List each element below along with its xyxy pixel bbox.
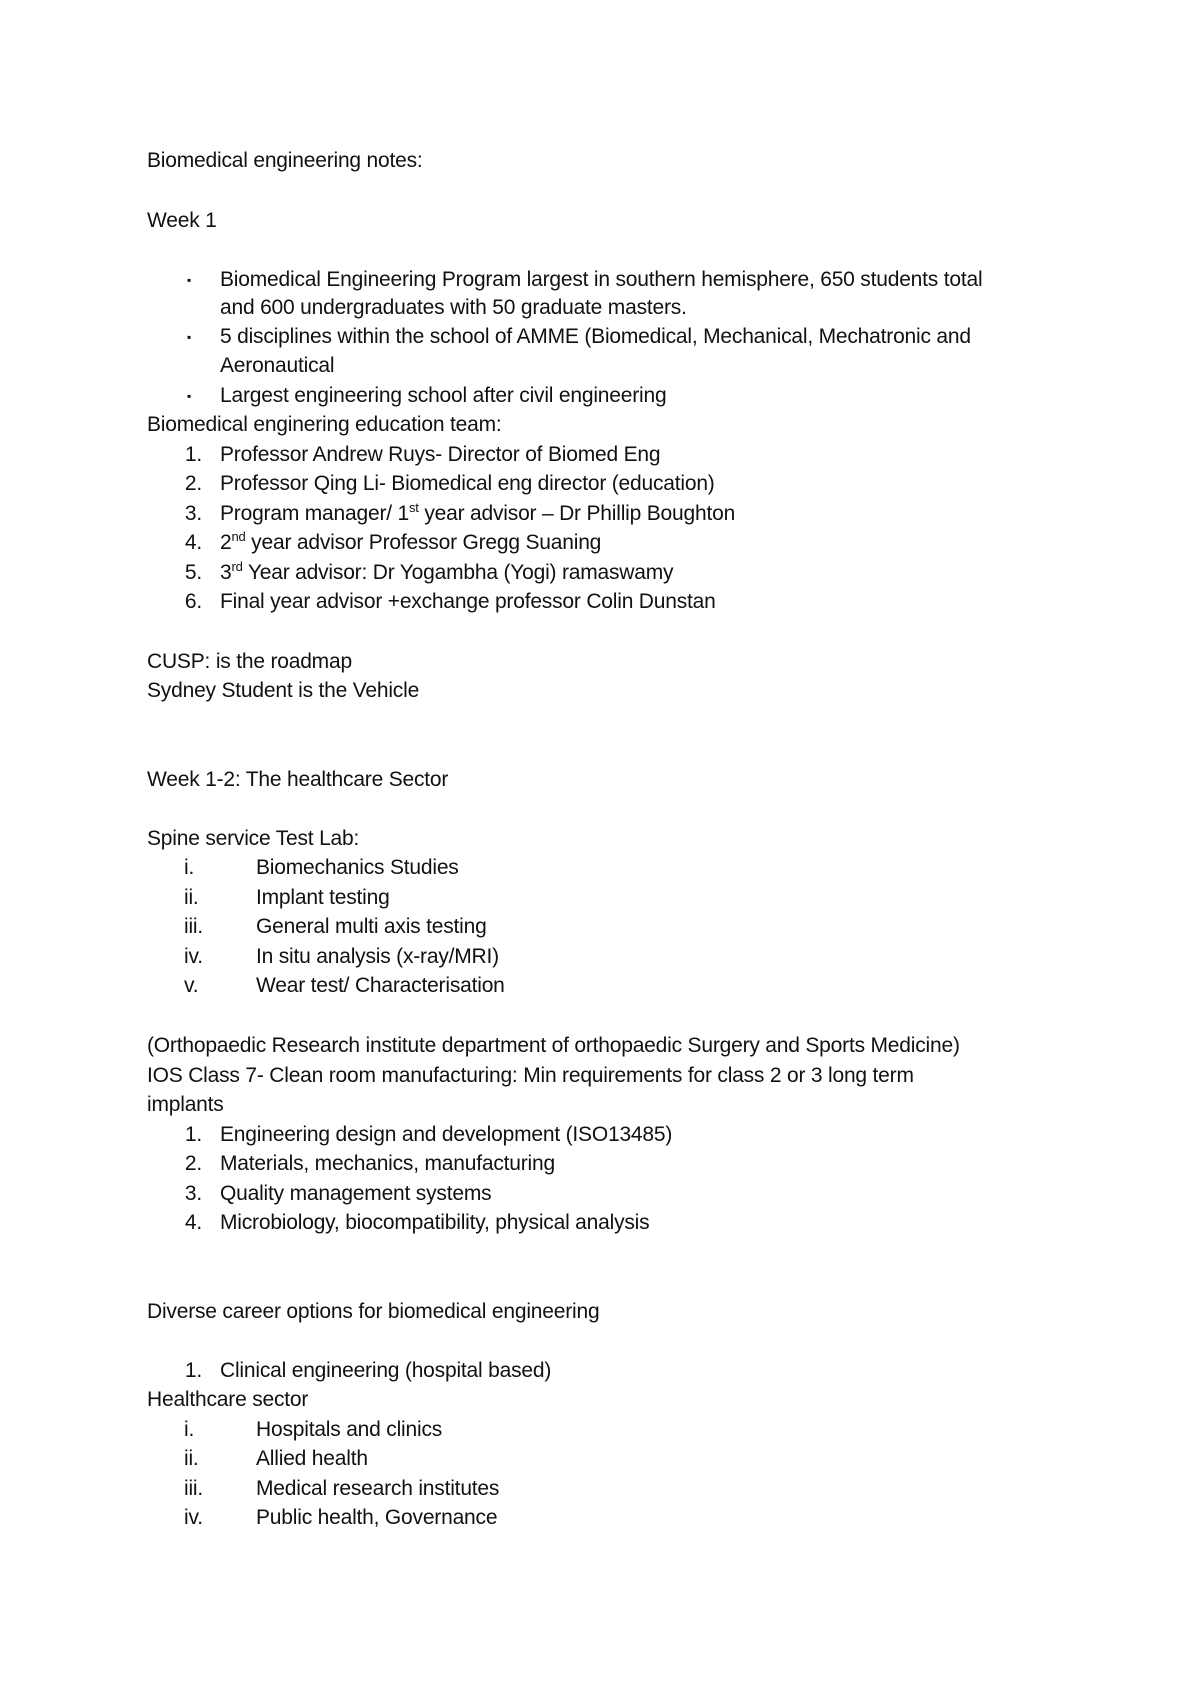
list-item: In situ analysis (x-ray/MRI) (256, 945, 499, 968)
list-item: Public health, Governance (256, 1506, 498, 1529)
list-number: 1. (184, 443, 202, 466)
list-item: Medical research institutes (256, 1477, 500, 1500)
list-number: ii. (184, 1447, 199, 1470)
week12-heading: Week 1-2: The healthcare Sector (147, 768, 449, 791)
list-number: 1. (184, 1123, 202, 1146)
list-number: 2. (184, 1152, 202, 1175)
bullet-marker: ▪ (186, 389, 192, 403)
bullet-text: Biomedical Engineering Program largest in southern hemisphere, 650 students total (220, 268, 983, 291)
list-number: 3. (184, 1182, 202, 1205)
list-number: iii. (184, 1477, 204, 1500)
list-item: Program manager/ 1st year advisor – Dr Phillip Boughton (220, 500, 736, 525)
list-item: Implant testing (256, 886, 390, 909)
list-number: 3. (184, 502, 202, 525)
list-item: Allied health (256, 1447, 368, 1470)
bullet-text-continuation: Aeronautical (220, 354, 335, 377)
team-heading: Biomedical enginering education team: (147, 413, 502, 436)
list-number: v. (184, 974, 199, 997)
bullet-text: 5 disciplines within the school of AMME (Biomedical, Mechanical, Mechatronic and (220, 325, 971, 348)
list-item: 2nd year advisor Professor Gregg Suaning (220, 529, 602, 554)
list-number: ii. (184, 886, 199, 909)
list-number: i. (184, 1418, 195, 1441)
bullet-text: Largest engineering school after civil engineering (220, 384, 667, 407)
document-title: Biomedical engineering notes: (147, 149, 423, 172)
cusp-line: CUSP: is the roadmap (147, 650, 352, 673)
list-item: Hospitals and clinics (256, 1418, 443, 1441)
sydney-line: Sydney Student is the Vehicle (147, 679, 420, 702)
list-item: Materials, mechanics, manufacturing (220, 1152, 555, 1175)
bullet-marker: ▪ (186, 330, 192, 344)
list-item: Quality management systems (220, 1182, 492, 1205)
list-number: 1. (184, 1359, 202, 1382)
week1-heading: Week 1 (147, 209, 217, 232)
list-item: Professor Qing Li- Biomedical eng director (education) (220, 472, 715, 495)
career-heading: Diverse career options for biomedical engineering (147, 1300, 600, 1323)
bullet-text-continuation: and 600 undergraduates with 50 graduate masters. (220, 296, 687, 319)
list-number: 4. (184, 531, 202, 554)
ortho-line: (Orthopaedic Research institute department of orthopaedic Surgery and Sports Medicine) (147, 1034, 960, 1057)
list-number: iv. (184, 945, 203, 968)
list-item: Professor Andrew Ruys- Director of Biomed Eng (220, 443, 661, 466)
list-item: Wear test/ Characterisation (256, 974, 505, 997)
list-item: Clinical engineering (hospital based) (220, 1359, 552, 1382)
list-item: 3rd Year advisor: Dr Yogambha (Yogi) ramaswamy (220, 559, 674, 584)
list-item: Final year advisor +exchange professor Colin Dunstan (220, 590, 716, 613)
healthcare-heading: Healthcare sector (147, 1388, 309, 1411)
list-item: General multi axis testing (256, 915, 487, 938)
ios-line-continuation: implants (147, 1093, 224, 1116)
list-item: Biomechanics Studies (256, 856, 459, 879)
list-number: 4. (184, 1211, 202, 1234)
bullet-marker: ▪ (186, 273, 192, 287)
list-number: 2. (184, 472, 202, 495)
ios-line: IOS Class 7- Clean room manufacturing: Min requirements for class 2 or 3 long term (147, 1064, 914, 1087)
spine-heading: Spine service Test Lab: (147, 827, 360, 850)
list-number: iii. (184, 915, 204, 938)
list-item: Engineering design and development (ISO13485) (220, 1123, 673, 1146)
list-number: iv. (184, 1506, 203, 1529)
list-number: i. (184, 856, 195, 879)
list-number: 6. (184, 590, 202, 613)
list-item: Microbiology, biocompatibility, physical analysis (220, 1211, 650, 1234)
list-number: 5. (184, 561, 202, 584)
